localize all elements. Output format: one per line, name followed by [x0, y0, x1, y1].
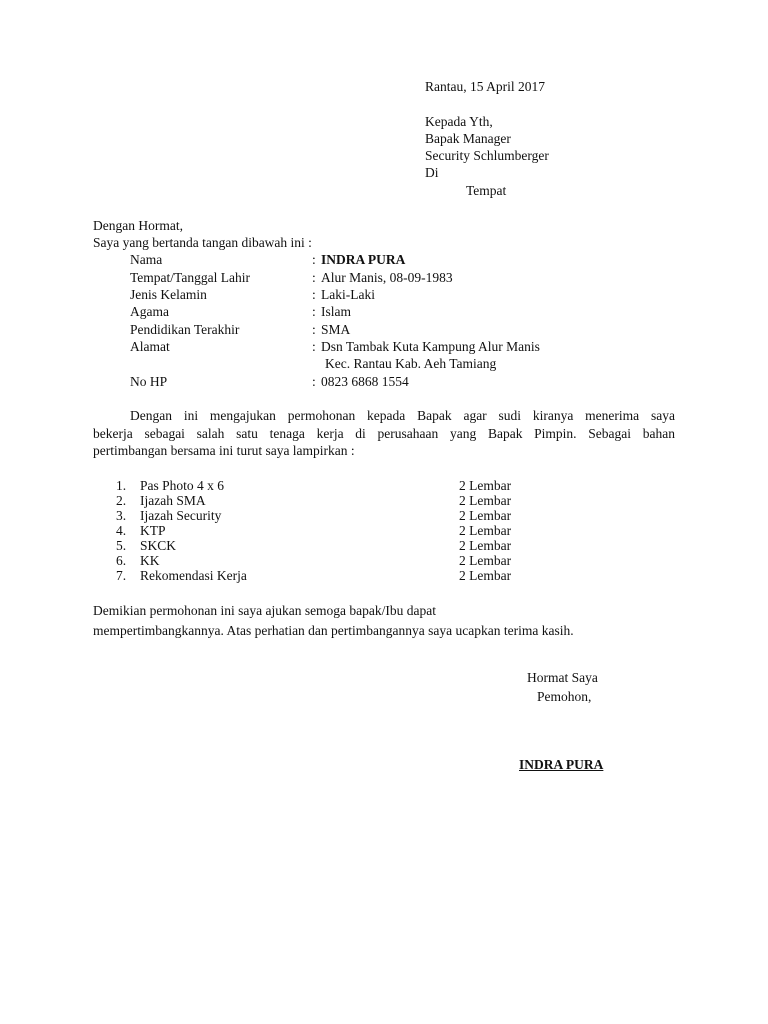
bio-value: Dsn Tambak Kuta Kampung Alur Manis [321, 339, 540, 354]
closing-paragraph [93, 601, 574, 641]
list-item-number: 6. [116, 553, 127, 568]
bio-label: Tempat/Tanggal Lahir [130, 270, 250, 285]
closing-line-1: Demikian permohonan ini saya ajukan semoga bapak/Ibu dapat [93, 603, 437, 618]
salutation: Dengan Hormat, [93, 218, 183, 233]
body-paragraph [93, 407, 675, 460]
body-line-3: pertimbangan bersama ini turut saya lampirkan : [93, 443, 355, 458]
list-item-number: 7. [116, 568, 127, 583]
recipient-company: Security Schlumberger [425, 148, 549, 163]
list-item-name: KK [140, 553, 160, 568]
signature-name: INDRA PURA [519, 757, 604, 772]
recipient-title: Bapak Manager [425, 131, 511, 146]
bio-colon: : [312, 287, 316, 302]
bio-label: Nama [130, 252, 163, 267]
bio-value: Laki-Laki [321, 287, 375, 302]
list-item-qty: 2 Lembar [459, 568, 512, 583]
list-item-name: Ijazah SMA [140, 493, 206, 508]
bio-value: Alur Manis, 08-09-1983 [321, 270, 453, 285]
bio-label: Pendidikan Terakhir [130, 322, 240, 337]
intro-line: Saya yang bertanda tangan dibawah ini : [93, 235, 312, 250]
list-item-number: 3. [116, 508, 127, 523]
bio-value: Islam [321, 304, 351, 319]
body-line-1: Dengan ini mengajukan permohonan kepada Bapak agar sudi kiranya menerima saya [130, 408, 675, 423]
bio-colon: : [312, 322, 316, 337]
list-item-name: KTP [140, 523, 166, 538]
bio-colon: : [312, 252, 316, 267]
list-item-name: SKCK [140, 538, 177, 553]
list-item-qty: 2 Lembar [459, 508, 512, 523]
list-item-qty: 2 Lembar [459, 538, 512, 553]
place-date: Rantau, 15 April 2017 [425, 79, 545, 94]
bio-value-name: INDRA PURA [321, 252, 406, 267]
bio-colon: : [312, 374, 316, 389]
bio-label: Alamat [130, 339, 170, 354]
bio-colon: : [312, 304, 316, 319]
list-item-name: Ijazah Security [140, 508, 222, 523]
signature-role: Pemohon, [537, 689, 592, 704]
bio-colon: : [312, 339, 316, 354]
recipient-greeting: Kepada Yth, [425, 114, 493, 129]
bio-label: Agama [130, 304, 169, 319]
list-item-number: 2. [116, 493, 127, 508]
recipient-place: Tempat [466, 183, 507, 198]
list-item-name: Pas Photo 4 x 6 [140, 478, 225, 493]
list-item-qty: 2 Lembar [459, 478, 512, 493]
list-item-qty: 2 Lembar [459, 553, 512, 568]
closing-line-2: mempertimbangkannya. Atas perhatian dan pertimbangannya saya ucapkan terima kasih. [93, 623, 574, 638]
list-item-number: 4. [116, 523, 127, 538]
bio-colon: : [312, 270, 316, 285]
bio-value: SMA [321, 322, 351, 337]
list-item-qty: 2 Lembar [459, 493, 512, 508]
list-item-number: 1. [116, 478, 127, 493]
recipient-di: Di [425, 165, 439, 180]
bio-label: No HP [130, 374, 168, 389]
bio-value: 0823 6868 1554 [321, 374, 409, 389]
list-item-qty: 2 Lembar [459, 523, 512, 538]
bio-label: Jenis Kelamin [130, 287, 207, 302]
body-line-2: bekerja sebagai salah satu tenaga kerja di perusahaan yang Bapak Pimpin. Sebagai bahan [93, 425, 675, 441]
list-item-name: Rekomendasi Kerja [140, 568, 247, 583]
signature-regards: Hormat Saya [527, 670, 598, 685]
bio-value: Kec. Rantau Kab. Aeh Tamiang [325, 356, 497, 371]
list-item-number: 5. [116, 538, 127, 553]
